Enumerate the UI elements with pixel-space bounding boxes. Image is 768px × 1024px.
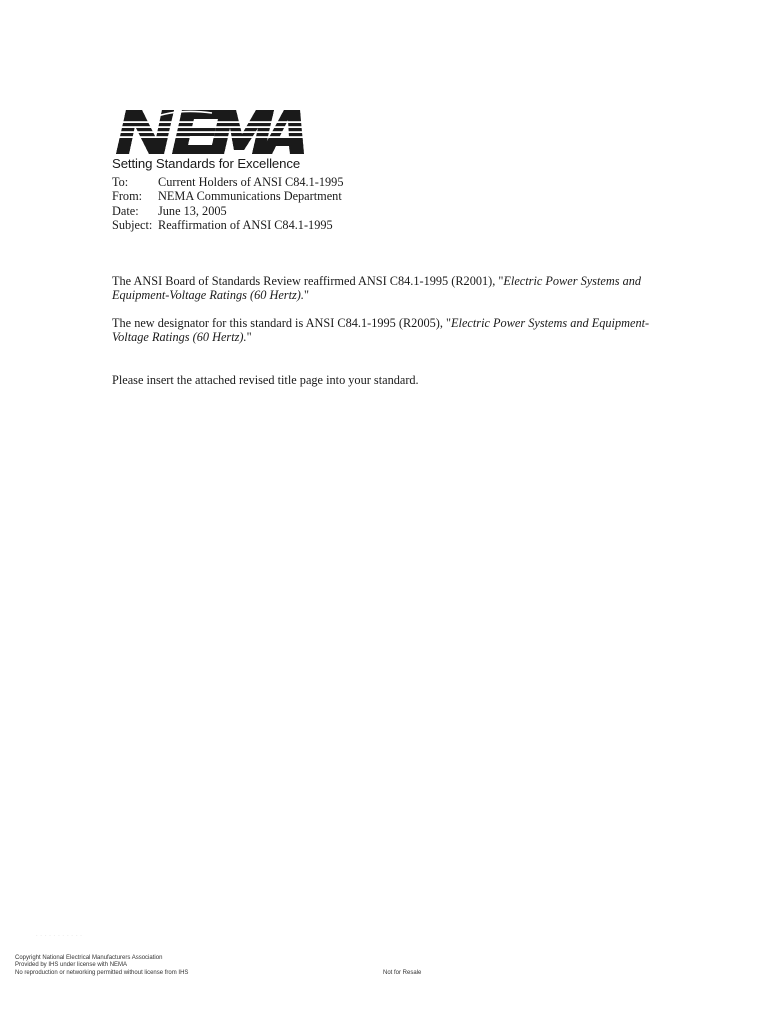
memo-date-row xyxy=(112,204,343,218)
footer-line-provided: Provided by IHS under license with NEMA xyxy=(15,962,128,969)
p2-prefix: The new designator for this standard is ANSI C84.1-1995 (R2005), " xyxy=(112,316,452,330)
footer-not-for-resale: Not for Resale xyxy=(383,969,422,976)
p1-prefix: The ANSI Board of Standards Review reaffirmed ANSI C84.1-1995 (R2001), " xyxy=(112,274,504,288)
memo-subject-label: Subject: xyxy=(112,218,153,233)
body-paragraph-reaffirmed xyxy=(112,274,672,303)
memo-date-label: Date: xyxy=(112,203,139,218)
logo-tagline: Setting Standards for Excellence xyxy=(112,156,301,171)
memo-to-label: To: xyxy=(112,175,129,189)
body-paragraph-new-designator xyxy=(112,316,672,345)
p2-standard-title: Electric Power Systems and Equipment-Voltage Ratings (60 Hertz). xyxy=(112,316,650,345)
memo-from-row xyxy=(112,189,343,203)
faint-watermark-mark: - - - - - - - - - - - xyxy=(36,932,83,937)
copyright-footer xyxy=(15,955,188,977)
p2-suffix: " xyxy=(246,330,252,345)
footer-line-reproduction: No reproduction or networking permitted without license from IHS xyxy=(15,969,189,976)
nema-logo xyxy=(112,108,308,174)
nema-wordmark-icon xyxy=(112,108,304,154)
memo-from-value: NEMA Communications Department xyxy=(158,189,342,204)
memo-header xyxy=(112,175,343,233)
p1-standard-title: Electric Power Systems and Equipment-Voltage Ratings (60 Hertz). xyxy=(112,274,642,303)
body-paragraph-instructions: Please insert the attached revised title page into your standard. xyxy=(112,373,419,387)
memo-date-value: June 13, 2005 xyxy=(158,203,227,218)
p1-suffix: " xyxy=(303,288,309,303)
memo-to-row xyxy=(112,175,343,189)
memo-to-value: Current Holders of ANSI C84.1-1995 xyxy=(158,175,344,189)
footer-line-copyright: Copyright National Electrical Manufacturers Association xyxy=(15,955,163,961)
memo-from-label: From: xyxy=(112,189,143,204)
memo-subject-row xyxy=(112,218,343,232)
memo-subject-value: Reaffirmation of ANSI C84.1-1995 xyxy=(158,218,333,233)
